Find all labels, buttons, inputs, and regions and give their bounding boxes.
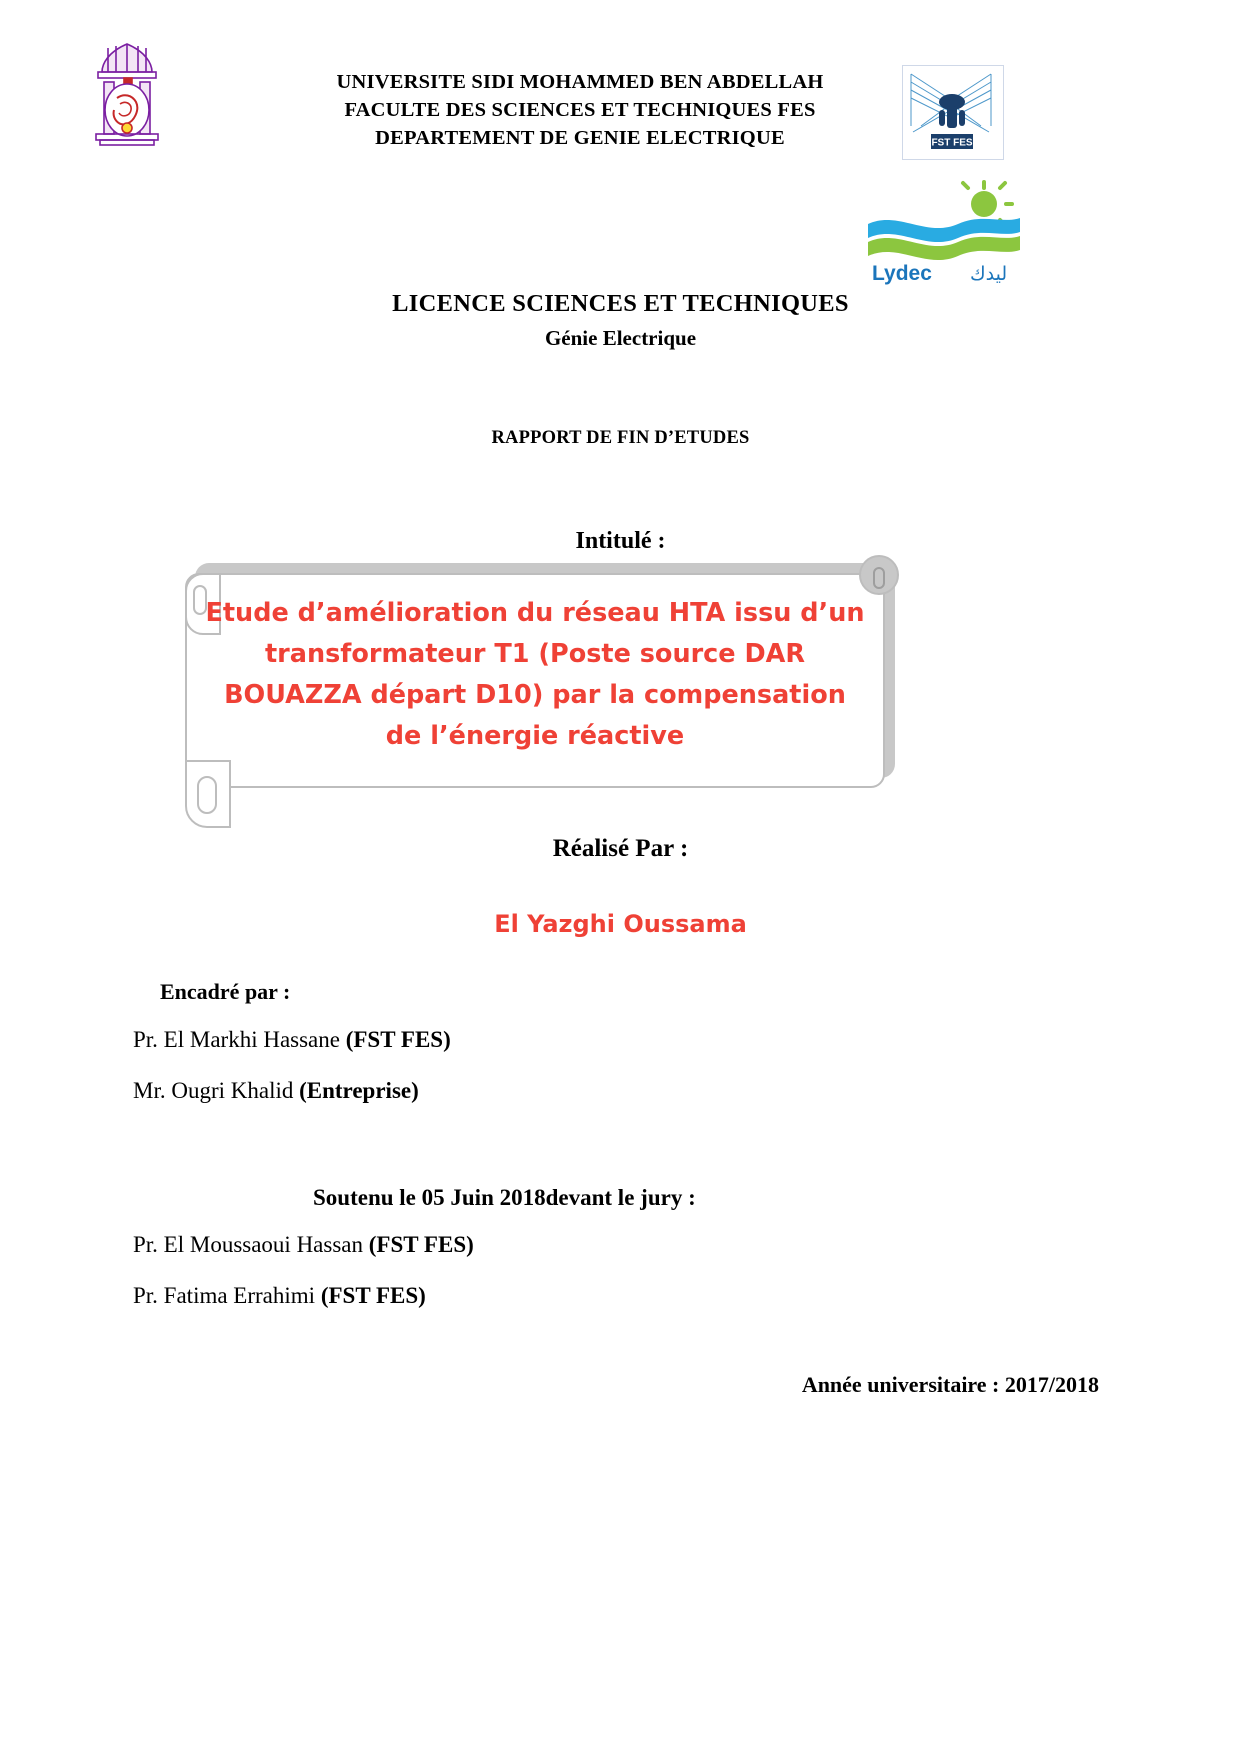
thesis-title: Etude d’amélioration du réseau HTA issu d’un transformateur T1 (Poste source DAR BOUAZZA départ D10) par la compensation de l’énergie réactive <box>205 598 865 751</box>
svg-text:FST FES: FST FES <box>931 137 973 149</box>
lydec-logo-icon <box>862 180 1032 290</box>
fst-fes-logo-icon <box>902 65 1004 160</box>
header-line-1: UNIVERSITE SIDI MOHAMMED BEN ABDELLAH <box>336 71 824 93</box>
document-header <box>0 30 1241 170</box>
degree-block <box>0 290 1241 351</box>
supervisor-name: Pr. El Markhi Hassane <box>133 1027 346 1052</box>
degree-title: LICENCE SCIENCES ET TECHNIQUES <box>392 290 849 317</box>
title-label: Intitulé : <box>575 528 666 554</box>
report-type: RAPPORT DE FIN D’ETUDES <box>491 428 750 448</box>
header-line-3: DEPARTEMENT DE GENIE ELECTRIQUE <box>375 127 785 149</box>
thesis-title-banner <box>175 545 915 835</box>
jury-member-affiliation: (FST FES) <box>320 1283 426 1308</box>
jury-member <box>133 1283 426 1309</box>
supervisor-item <box>133 1078 419 1104</box>
supervisor-affiliation: (Entreprise) <box>299 1078 419 1103</box>
svg-text:ليدك: ليدك <box>970 263 1008 285</box>
supervisor-name: Mr. Ougri Khalid <box>133 1078 300 1103</box>
svg-text:Lydec: Lydec <box>872 262 932 285</box>
supervisor-affiliation: (FST FES) <box>345 1027 451 1052</box>
header-title-block <box>230 68 930 152</box>
academic-year: Année universitaire : 2017/2018 <box>801 1372 1099 1397</box>
author-label: Réalisé Par : <box>552 835 689 862</box>
university-crest-icon <box>62 38 192 153</box>
jury-member-name: Pr. Fatima Errahimi <box>133 1283 321 1308</box>
header-line-2: FACULTE DES SCIENCES ET TECHNIQUES FES <box>344 99 816 121</box>
jury-label: Soutenu le 05 Juin 2018devant le jury : <box>313 1185 696 1210</box>
jury-member <box>133 1232 474 1258</box>
jury-member-name: Pr. El Moussaoui Hassan <box>133 1232 369 1257</box>
jury-member-affiliation: (FST FES) <box>368 1232 474 1257</box>
supervisor-item <box>133 1027 451 1053</box>
supervisors-label: Encadré par : <box>160 979 291 1004</box>
banner-curl-top-right <box>859 555 899 595</box>
author-name: El Yazghi Oussama <box>494 910 747 938</box>
banner-curl-bottom-left <box>185 760 231 828</box>
degree-specialty: Génie Electrique <box>544 326 697 350</box>
